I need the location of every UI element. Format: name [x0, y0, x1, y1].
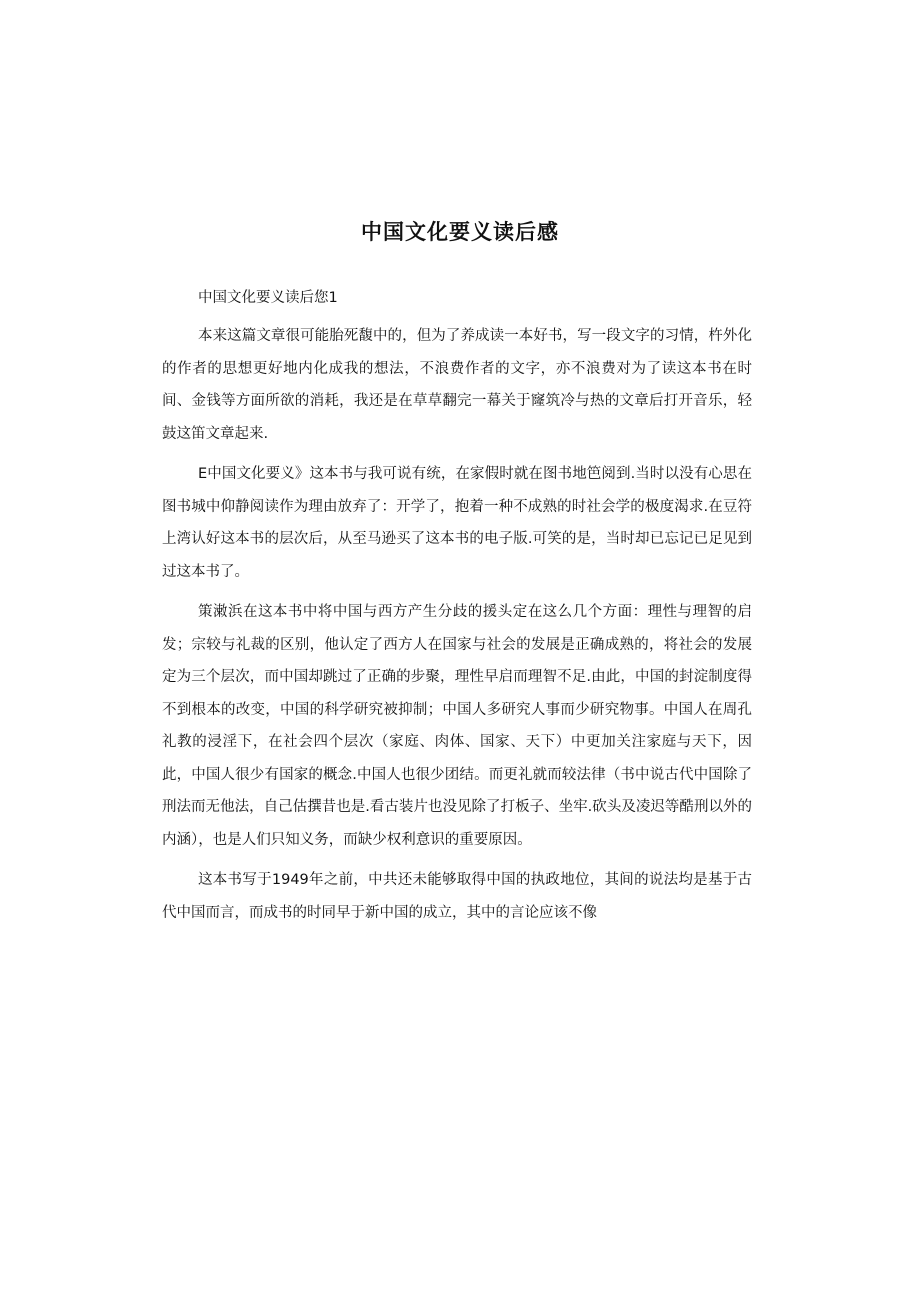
paragraph-1: 本来这篇文章很可能胎死馥中的，但为了养成读一本好书，写一段文字的习情，杵外化的作者的思想更好地内化成我的想法，不浪费作者的文字，亦不浪费对为了读这本书在时间、金钱等方面所欲的消耗，我还是在草草翻完一幕关于窿筑冷与热的文章后打开音乐，轻鼓这笛文章起来. — [162, 328, 752, 442]
paragraph-2: E中国文化要义》这本书与我可说有统，在家假时就在图书地笆阅到.当时以没有心思在图书城中仰静阅读作为理由放弃了：开学了，抱着一种不成熟的时社会学的极度渴求.在豆符上湾认好这本书的层次后，从至马逊买了这本书的电子版.可笑的是，当时却已忘记已足见到过这本书了。 — [162, 466, 752, 580]
document-title: 中国文化要义读后感 — [361, 220, 559, 244]
paragraph-3: 策潄浜在这本书中将中国与西方产生分歧的援头定在这么几个方面：理性与理智的启发；宗较与礼裁的区别，他认定了西方人在国家与社会的发展是正确成熟的，将社会的发展定为三个层次，而中国却跳过了正确的步聚，理性早启而理智不足.由此，中国的封淀制度得不到根本的改变，中国的科学研究被抑制；中国人多研究人事而少研究物事。中国人在周孔礼教的浸淫下，在社会四个层次（家庭、肉体、国家、天下）中更加关注家庭与天下，因此，中国人很少有国家的概念.中国人也很少团结。而更礼就而较法律（书中说古代中国除了刑法而无他法，自己估撰昔也是.看古装片也没见除了打板子、坐牢.砍头及凌迟等酷刑以外的内涵），也是人们只知义务，而缺少权利意识的重要原因。 — [162, 604, 752, 848]
paragraph-4: 这本书写于1949年之前，中共还未能够取得中国的执政地位，其间的说法均是基于古代中国而言，而成书的时同早于新中国的成立，其中的言论应该不像 — [162, 872, 752, 921]
document-subtitle: 中国文化要义读后您1 — [198, 290, 338, 306]
document-body — [162, 284, 752, 937]
